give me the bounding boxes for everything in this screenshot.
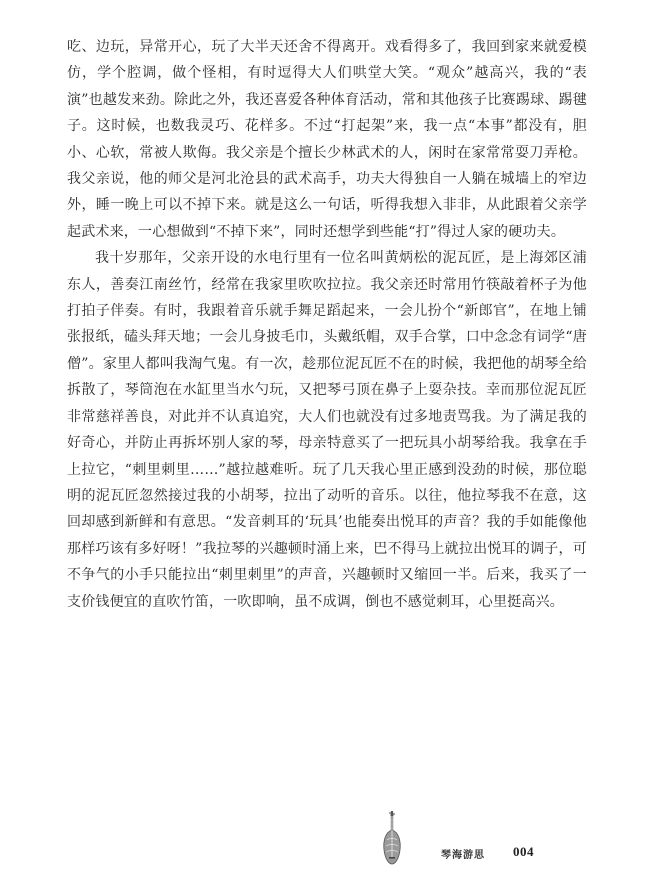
paragraph-2: 我十岁那年，父亲开设的水电行里有一位名叫黄炳松的泥瓦匠，是上海郊区浦东人，善奏江南丝竹，经常在我家里吹吹拉拉。我父亲还时常用竹筷敲着杯子为他打拍子伴奏。有时，我跟着音乐就手舞足蹈起来，一会儿扮个“新郎官”，在地上铺张报纸，磕头拜天地；一会儿身披毛巾，头戴纸帽，双手合掌，口中念念有词学“唐僧”。家里人都叫我淘气鬼。有一次，趁那位泥瓦匠不在的时候，我把他的胡琴全给拆散了，琴筒泡在水缸里当水勺玩，又把琴弓顶在鼻子上耍杂技。幸而那位泥瓦匠非常慈祥善良，对此并不认真追究，大人们也就没有过多地责骂我。为了满足我的好奇心，并防止再拆坏别人家的琴，母亲特意买了一把玩具小胡琴给我。我拿在手上拉它，“刺里刺里……”越拉越难听。玩了几天我心里正感到没劲的时候，那位聪明的泥瓦匠忽然接过我的小胡琴，拉出了动听的音乐。以往，他拉琴我不在意，这回却感到新鲜和有意思。“发音刺耳的‘玩具’也能奏出悦耳的声音？我的手如能像他那样巧该有多好呀！”我拉琴的兴趣顿时涌上来，巴不得马上就拉出悦耳的调子，可不争气的小手只能拉出“刺里刺里”的声音，兴趣顿时又缩回一半。后来，我买了一支价钱便宜的直吹竹笛，一吹即响，虽不成调，倒也不感觉刺耳，心里挺高兴。	[67, 250, 587, 610]
page-number: 004	[513, 844, 534, 859]
book-title: 琴海游思	[441, 850, 485, 861]
paragraph-1: 吃、边玩，异常开心，玩了大半天还舍不得离开。戏看得多了，我回到家来就爱模仿，学个腔调，做个怪相，有时逗得大人们哄堂大笑。“观众”越高兴，我的“表演”也越发来劲。除此之外，我还喜爱各种体育活动，常和其他孩子比赛踢球、踢毽子。这时候，也数我灵巧、花样多。不过“打起架”来，我一点“本事”都没有，胆小、心软，常被人欺侮。我父亲是个擅长少林武术的人，闲时在家常常耍刀弄枪。我父亲说，他的师父是河北沧县的武术高手，功夫大得独自一人躺在城墙上的窄边外，睡一晚上可以不掉下来。就是这么一句话，听得我想入非非，从此跟着父亲学起武术来，一心想做到“不掉下来”，同时还想学到些能“打”得过人家的硬功夫。	[67, 39, 587, 240]
page-footer	[0, 810, 651, 870]
body-text	[67, 34, 587, 615]
pipa-lute-icon	[380, 810, 404, 866]
